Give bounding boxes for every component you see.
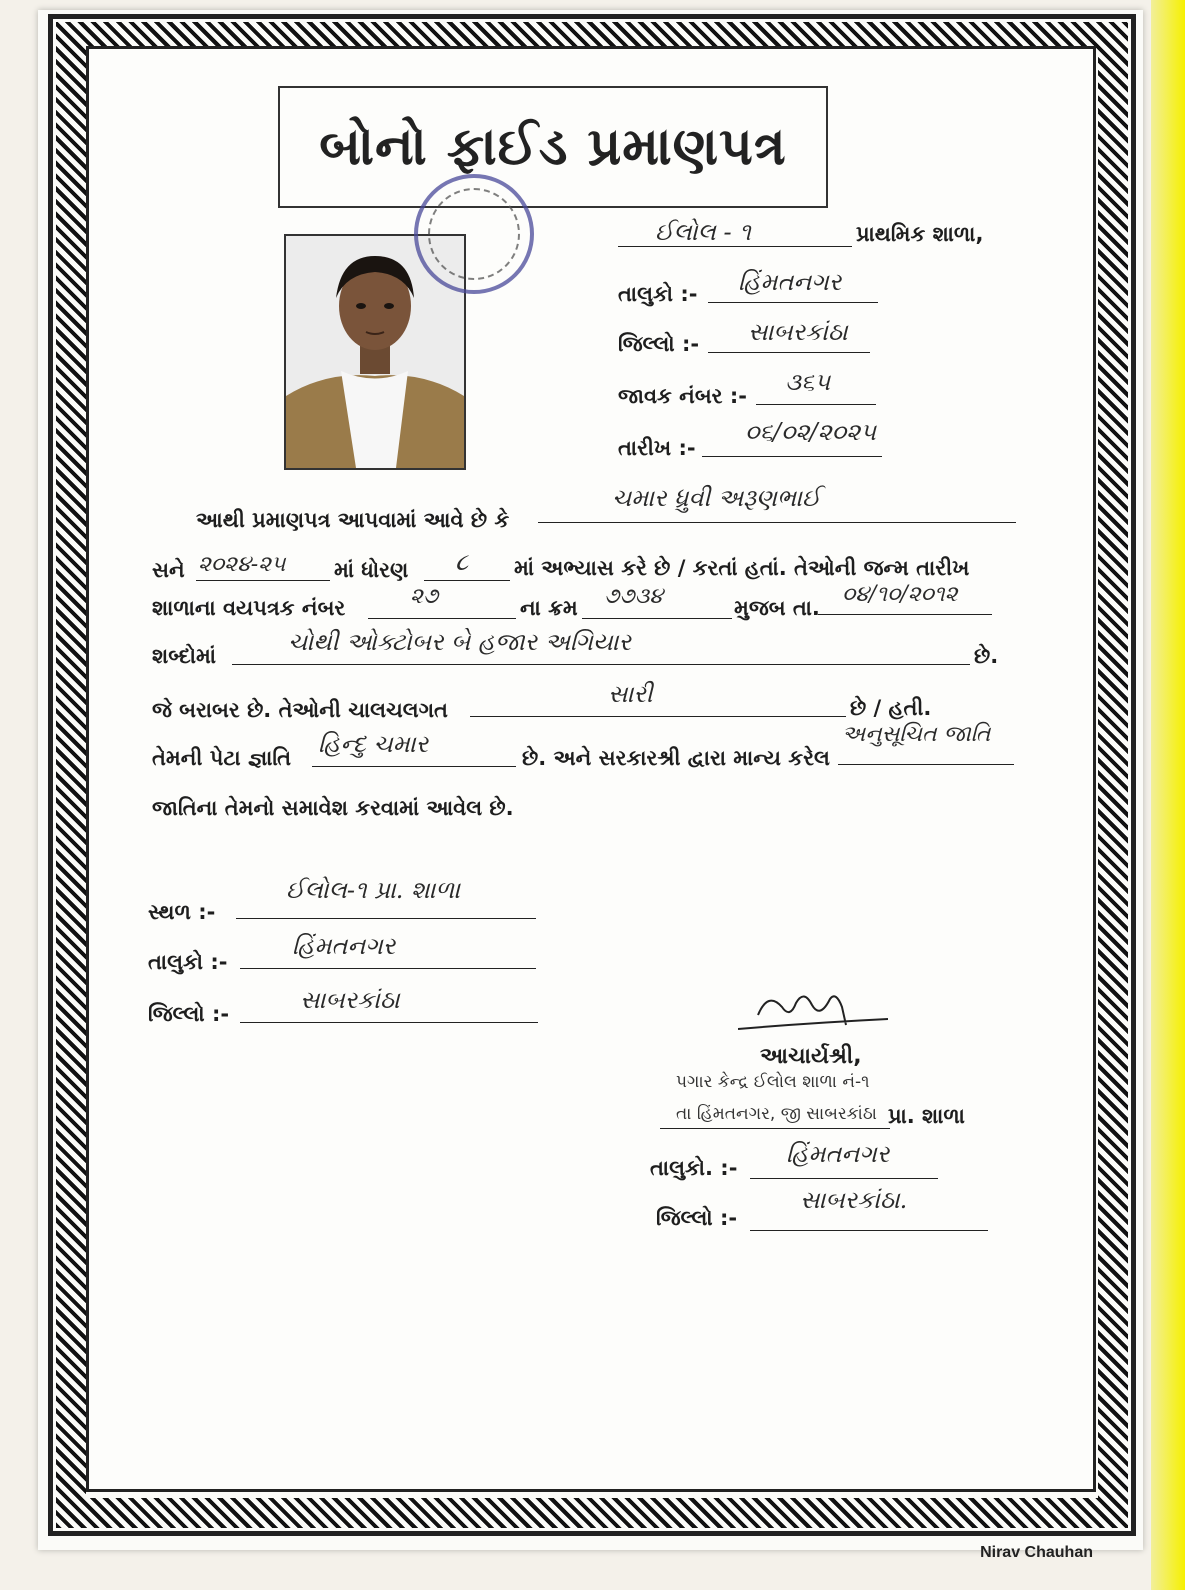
words-suffix: છે. xyxy=(974,644,999,668)
signatory-taluka-label: તાલુકો. :- xyxy=(650,1156,738,1180)
year-value: ૨૦૨૪-૨૫ xyxy=(198,552,286,577)
taluka-label: તાલુકો :- xyxy=(618,282,698,306)
outward-number-label: જાવક નંબર :- xyxy=(618,384,747,408)
conduct-suffix: છે / હતી. xyxy=(850,696,932,720)
standard-value: ૮ xyxy=(455,548,469,576)
caste-label: તેમની પેટા જ્ઞાતિ xyxy=(152,746,292,770)
place-taluka-label: તાલુકો :- xyxy=(148,950,228,974)
principal-signature xyxy=(738,985,888,1033)
signatory-district-line xyxy=(750,1230,988,1231)
place-district-line xyxy=(240,1022,538,1023)
signatory-taluka-value: હિંમતનગર xyxy=(786,1140,890,1168)
register-value: ૨૭ xyxy=(410,584,439,609)
place-district-label: જિલ્લો :- xyxy=(148,1002,230,1026)
signatory-school-line xyxy=(660,1128,890,1129)
year-line xyxy=(196,580,330,581)
year-prefix: સને xyxy=(152,558,185,582)
conduct-line xyxy=(470,716,846,717)
stamp-line-1: પગાર કેન્દ્ર ઈલોલ શાળા નં-૧ xyxy=(676,1072,870,1092)
register-line xyxy=(368,618,516,619)
closing-statement: જાતિના તેમનો સમાવેશ કરવામાં આવેલ છે. xyxy=(152,796,514,820)
district-value: સાબરકાંઠા xyxy=(748,318,848,346)
serial-value: ૭૭૩૪ xyxy=(604,584,663,609)
dob-words-line xyxy=(232,664,970,665)
school-name-suffix: પ્રાથમિક શાળા, xyxy=(856,222,984,246)
place-taluka-line xyxy=(240,968,536,969)
school-name-value: ઈલોલ - ૧ xyxy=(655,218,751,246)
signatory-district-value: સાબરકાંઠા. xyxy=(800,1186,908,1214)
place-district-value: સાબરકાંઠા xyxy=(300,986,400,1014)
serial-label: ના ક્રમ xyxy=(520,596,578,620)
title-box xyxy=(278,86,828,208)
date-label: તારીખ :- xyxy=(618,436,696,460)
student-name-value: ચમાર ધ્રુવી અરૂણભાઈ xyxy=(612,484,821,512)
place-taluka-value: હિંમતનગર xyxy=(292,932,396,960)
certify-label: આથી પ્રમાણપત્ર આપવામાં આવે છે કે xyxy=(196,508,510,532)
background-edge xyxy=(1151,0,1185,1590)
signatory-district-label: જિલ્લો :- xyxy=(656,1206,738,1230)
serial-line xyxy=(582,618,732,619)
caste-line xyxy=(312,766,516,767)
student-name-line xyxy=(538,522,1016,523)
standard-line xyxy=(424,580,510,581)
category-value: અનુસૂચિત જાતિ xyxy=(842,722,991,747)
principal-title: આચાર્યશ્રી, xyxy=(760,1044,862,1069)
dob-label: મુજબ તા. xyxy=(734,596,820,620)
dob-value: ૦૪/૧૦/૨૦૧૨ xyxy=(842,582,958,607)
outward-number-value: ૩૬૫ xyxy=(785,368,831,396)
signatory-taluka-line xyxy=(750,1178,938,1179)
school-name-line xyxy=(618,246,852,247)
caste-value: હિન્દુ ચમાર xyxy=(318,730,428,758)
conduct-value: સારી xyxy=(608,680,653,708)
place-label: સ્થળ :- xyxy=(148,900,216,924)
signatory-school-suffix: પ્રા. શાળા xyxy=(888,1104,965,1128)
place-line xyxy=(236,918,536,919)
conduct-label: જે બરાબર છે. તેઓની ચાલચલગત xyxy=(152,698,448,722)
dob-line xyxy=(818,614,992,615)
certificate-title: બોનો ફાઈડ પ્રમાણપત્ર xyxy=(319,116,787,177)
category-line xyxy=(838,764,1014,765)
register-label: શાળાના વયપત્રક નંબર xyxy=(152,596,346,620)
school-stamp xyxy=(414,174,534,294)
outward-number-line xyxy=(756,404,876,405)
taluka-line xyxy=(708,302,878,303)
words-label: શબ્દોમાં xyxy=(152,644,216,668)
study-statement: માં અભ્યાસ કરે છે / કરતાં હતાં. તેઓની જન્મ તારીખ xyxy=(514,556,970,580)
credit-text: Nirav Chauhan xyxy=(980,1544,1093,1561)
stamp-line-2: તા હિંમતનગર, જી સાબરકાંઠા xyxy=(676,1104,877,1124)
taluka-value: હિંમતનગર xyxy=(738,268,842,296)
dob-words-value: ચોથી ઓક્ટોબર બે હજાર અગિયાર xyxy=(288,628,631,656)
standard-label: માં ધોરણ xyxy=(334,558,409,582)
date-value: ૦૬/૦૨/૨૦૨૫ xyxy=(745,418,876,446)
caste-statement: છે. અને સરકારશ્રી દ્વારા માન્ય કરેલ xyxy=(522,746,830,770)
date-line xyxy=(702,456,882,457)
place-value: ઈલોલ-૧ પ્રા. શાળા xyxy=(286,876,461,904)
district-label: જિલ્લો :- xyxy=(618,332,700,356)
district-line xyxy=(708,352,870,353)
